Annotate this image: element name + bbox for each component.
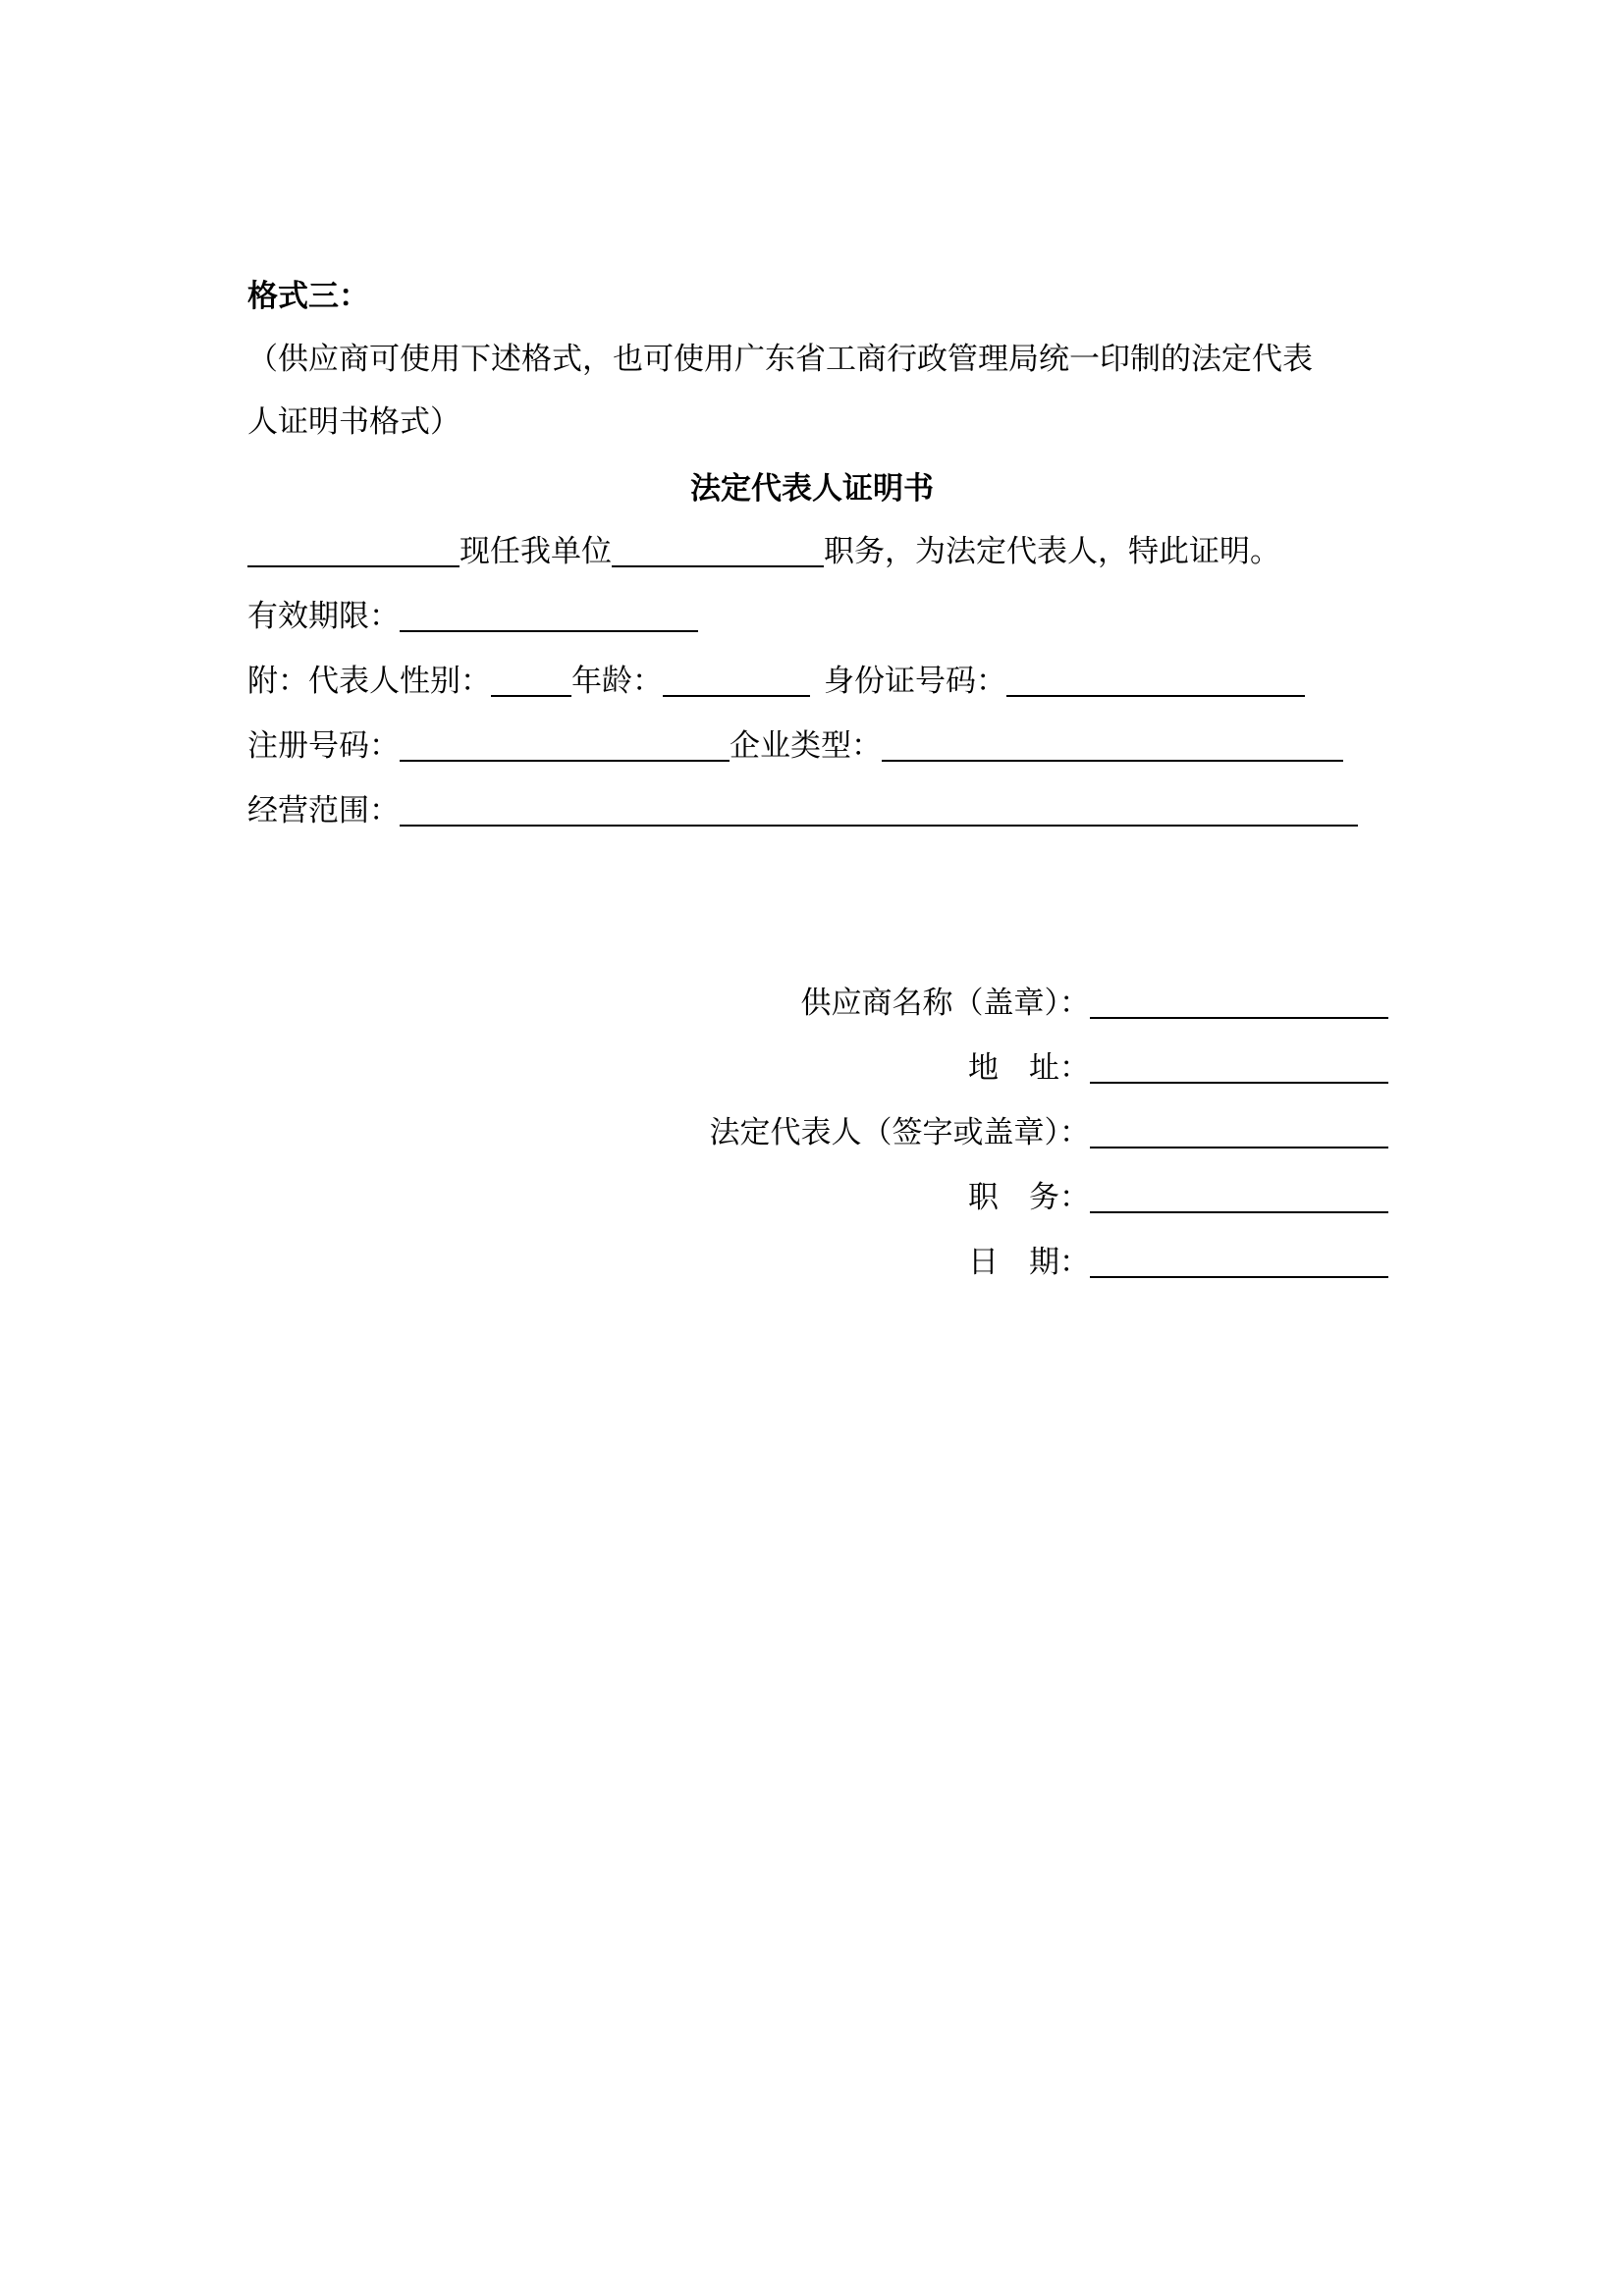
id-label: 身份证号码： (824, 664, 1006, 699)
date-line (968, 1241, 1388, 1284)
type-blank[interactable] (882, 728, 1343, 762)
statement-part-1: 现任我单位 (460, 534, 612, 569)
name-blank[interactable] (247, 534, 460, 567)
supplier-label: 供应商名称（盖章）： (800, 986, 1090, 1021)
note-line-1: （供应商可使用下述格式，也可使用广东省工商行政管理局统一印制的法定代表 (247, 342, 1313, 377)
supplier-line (801, 982, 1389, 1025)
registration-line (247, 724, 1343, 768)
rep-blank[interactable] (1090, 1115, 1388, 1148)
validity-label: 有效期限： (247, 599, 400, 634)
address-label-b: 址： (1029, 1050, 1090, 1086)
date-label-b: 期： (1029, 1245, 1090, 1280)
scope-line (247, 789, 1358, 832)
position-line (968, 1176, 1388, 1219)
supplier-blank[interactable] (1090, 986, 1388, 1019)
statement-line (247, 530, 1280, 573)
format-heading: 格式三： (247, 279, 369, 314)
address-line (968, 1046, 1388, 1090)
age-blank[interactable] (663, 664, 810, 697)
rep-label: 法定代表人（签字或盖章）： (709, 1115, 1090, 1150)
date-blank[interactable] (1090, 1245, 1388, 1278)
position-blank[interactable] (612, 534, 824, 567)
note-line-2: 人证明书格式） (247, 404, 460, 440)
position-label-b: 务： (1029, 1180, 1090, 1215)
id-blank[interactable] (1006, 664, 1305, 697)
document-title: 法定代表人证明书 (690, 471, 934, 507)
scope-blank[interactable] (400, 793, 1358, 827)
position-sign-blank[interactable] (1090, 1180, 1388, 1213)
address-label-a: 地 (968, 1050, 999, 1086)
age-label: 年龄： (571, 664, 663, 699)
reg-label: 注册号码： (247, 728, 400, 764)
statement-part-2: 职务，为法定代表人，特此证明。 (824, 534, 1280, 569)
gender-label: 附：代表人性别： (247, 664, 491, 699)
gender-blank[interactable] (491, 664, 571, 697)
address-blank[interactable] (1090, 1050, 1388, 1084)
scope-label: 经营范围： (247, 793, 400, 828)
reg-blank[interactable] (400, 728, 730, 762)
type-label: 企业类型： (730, 728, 882, 764)
attach-line (247, 660, 1305, 703)
validity-line (247, 595, 698, 638)
rep-line (710, 1111, 1389, 1154)
date-label-a: 日 (968, 1245, 999, 1280)
validity-blank[interactable] (400, 599, 698, 632)
position-label-a: 职 (968, 1180, 999, 1215)
